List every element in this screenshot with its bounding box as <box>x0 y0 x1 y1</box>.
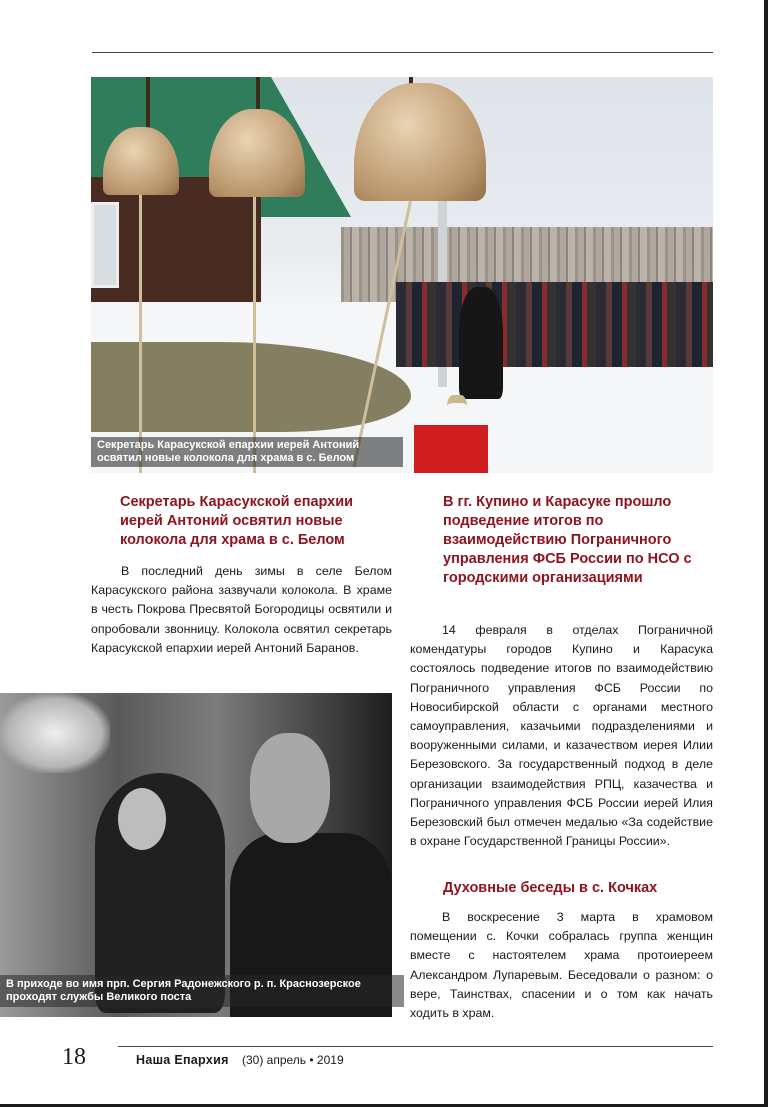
article2-text: 14 февраля в отделах Пограничной комендатуры городов Купино и Карасука состоялось подведение итогов по взаимодействию Пограничного управления ФСБ России по Новосибирской области с органами местного самоуправления, казачьими подразделениями и вооруженными силами, и казачеством иерея Илии Березовского. За государственный подход в деле организации взаимодействия РПЦ, казачества и Пограничного управления ФСБ России иерей Илия Березовский был отмечен медалью «За содействие в охране Государственной Границы России». <box>410 623 713 849</box>
page-frame-right <box>764 0 768 1107</box>
article2-headline: В гг. Купино и Карасуке прошло подведение итогов по взаимодействию Пограничного управления ФСБ России по НСО с городскими организациями <box>443 494 692 586</box>
article3-text: В воскресение 3 марта в храмовом помещении с. Кочки собралась группа женщин вместе с настоятелем храма протоиереем Александром Лупаревым. Беседовали о разном: о вере, Таинствах, спасении и о том как начать ходить в храм. <box>410 910 713 1021</box>
page-number: 18 <box>62 1044 86 1070</box>
article3-headline: Духовные беседы в с. Кочках <box>443 880 658 896</box>
service-photo <box>0 693 392 1017</box>
page-footer <box>62 1044 722 1074</box>
bell-rope <box>253 197 256 473</box>
photo-lamp <box>0 693 110 773</box>
photo-priest <box>459 287 503 399</box>
photo-window <box>91 202 119 288</box>
bell-hanger <box>146 77 150 132</box>
photo1-caption: Секретарь Карасукской епархии иерей Антоний освятил новые колокола для храма в с. Белом <box>91 437 403 467</box>
photo-woman-face <box>118 788 166 850</box>
magazine-title: Наша Епархия <box>136 1053 229 1067</box>
bell-rope <box>139 195 142 473</box>
top-rule <box>92 52 713 53</box>
photo-crowd <box>396 282 713 367</box>
photo2-caption: В приходе во имя прп. Сергия Радонежского р. п. Краснозерское проходят службы Великого поста <box>0 975 404 1007</box>
photo-priest-face <box>250 733 330 843</box>
bell-large <box>354 83 486 201</box>
bells-photo <box>91 77 713 473</box>
issue-info: (30) апрель • 2019 <box>242 1053 344 1067</box>
article1-headline: Секретарь Карасукской епархии иерей Антоний освятил новые колокола для храма в с. Белом <box>120 494 354 548</box>
photo-red-table <box>414 425 488 473</box>
article1-text: В последний день зимы в селе Белом Карасукского района зазвучали колокола. В храме в честь Покрова Пресвятой Богородицы освятили и опробовали звонницу. Колокола освятил секретарь Карасукской епархии иерей Антоний Баранов. <box>91 564 392 655</box>
